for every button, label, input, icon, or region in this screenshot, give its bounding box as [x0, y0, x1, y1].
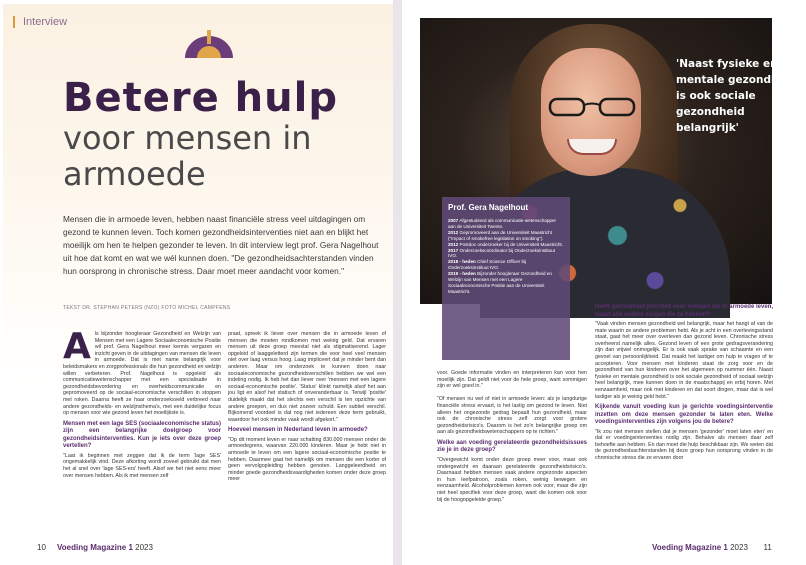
interview-question: Welke aan voeding gerelateerde gezondheidsissues zie je in deze groep? [437, 439, 587, 454]
page-footer-right [652, 543, 772, 552]
spine [393, 0, 402, 565]
bio-entry: 2012 Postdoc onderzoeker bij de Universiteit Maastricht. [448, 241, 563, 247]
paragraph: praat, spreek ik liever over mensen die in armoede leven of mensen die moeten rondkomen met weinig geld. Dat ervaren mensen uit deze groep meestal niet als stigmatiserend. Lager opgeleid of laaggeletterd zijn termen die voor heel veel mensen niet over laag versus hoog. Laag impliceert dat je minder bent dan anderen. Maar om onderzoek te kunnen doen naar sociaaleconomische gezondheidsverschillen hebben we wel een indeling nodig. Ik heb het dan liever over 'mensen met een lagere sociaal-economische positie'. 'Status' klinkt namelijk alsof het aan jou ligt en alsof het statisch of onveranderbaar is. Terwijl 'positie' duidelijk maakt dat het slechts een verschil is ten opzichte van andere groepen, en dus niet zozeer schuld. Een subtiel verschil. Bijkomend voordeel is dat nog niet iedereen deze term gebruikt, waardoor het ook minder vaak wordt afgekort." [228, 331, 386, 423]
paragraph: ls bijzonder hoogleraar Gezondheid en Welzijn van Mensen met een Lagere Sociaaleconomische Positie wil prof. Gera Nagelhout meer kennis vergaren en inzicht geven in de uitdagingen van mensen die leven in armoede. Dat is met name belangrijk voor beleidsmakers en zorgprofessionals die hun gezondheid en welzijn willen verbeteren. Prof. Nagelhout is opgeleid als communicatiewetenschapper met een specialisatie in gezondheidsbevordering en overheidscommunicatie en gepromoveerd op de sociaal-economische verschillen in stoppen met roken. Daarna heeft ze haar onderzoeksveld verbreed naar andere gezondheids- en welzijnsthema's, met een duidelijke focus op mensen voor wie gezond leven het moeilijkste is. [63, 331, 221, 417]
bio-entry: 2018 - heden Chief Science Officer bij Onderzoeksinstituut IVO. [448, 259, 527, 271]
intro-paragraph: Mensen die in armoede leven, hebben naast financiële stress veel uitdagingen om gezond te kunnen leven. Toch komen gezondheidsinterventies niet aan en blijkt het moeilijk om hen te helpen gezonder te leven. In dit interview legt prof. Gera Nagelhout uit hoe dat komt en wat we wél kunnen doen. "De gezondheidsachterstanden vinden hun oorsprong in chronische stress. Daar moet meer aandacht voor komen." [63, 214, 379, 276]
dropcap: A [63, 326, 91, 367]
right-column-2 [595, 304, 773, 542]
left-column-2 [228, 331, 386, 541]
interview-question: Hoeveel mensen in Nederland leven in armoede? [228, 427, 368, 434]
page-number: 11 [763, 543, 772, 552]
left-page [3, 4, 393, 560]
paragraph: "Vaak vinden mensen gezondheid wel belangrijk, maar het hangt af van de mate waarin ze andere problemen hebt. Als je acht in een overlevingsstand staat, gaat het meer over overleven dan gezond leven. Chronische stress overheerst namelijk alles. Gezond leven of een grote gedragsverandering zijn dan vrijwel onmogelijk. Er is ook vaak sprake van schaamte en een gevoel van persoonlijkheid. Dat maakt het lastiger om hulp te vragen of te accepteren. Voor mensen met kinderen staat de zorg voor en de gezondheid van hun kinderen over het algemeen op nummer één. Naast fysieke en mentale gezondheid is ook sociale gezondheid of sociaal welzijn heel belangrijk, mee kunnen doen in de maatschappij en erbij horen. Met eenzaamheid, maar ook met kinderen en dat soort dingen, maar dat is wel lastiger als je weinig geld hebt." [595, 321, 773, 400]
page-number: 10 [37, 543, 46, 552]
issue-year: 2023 [730, 543, 748, 552]
magazine-logo-icon [181, 30, 237, 62]
interview-question: Mensen met een lage SES (sociaaleconomische status) zijn een belangrijke doelgroep voor gezondheidsinterventies. Kun je iets over deze groep vertellen? [63, 420, 221, 450]
bio-box [442, 197, 570, 360]
bio-name: Prof. Gera Nagelhout [448, 203, 529, 212]
paragraph: "Overgewicht komt onder deze groep meer voor, maar ook ondergewicht en daaraan gerelateerde gezondheidsrisico's. Daarnaast hebben mensen vaak andere ongezonde aspecten in hun leefpatroon, zoals roken, weinig bewegen en eenzaamheid. Alcoholproblemen komen ook voor, maar die zijn niet heel specifiek voor deze groep, want die komen ook voor bij de hoogopgeleide groep." [437, 456, 587, 503]
right-column-1 [437, 370, 587, 542]
page-footer-left [37, 543, 153, 552]
right-page [402, 4, 795, 560]
bio-entry: 2019 - heden Bijzonder hoogleraar Gezondheid en Welzijn van Mensen met een Lagere Sociaaleconomische Positie aan de Universiteit Maastricht. [448, 271, 552, 294]
issue-year: 2023 [135, 543, 153, 552]
paragraph: "Op dit moment leven er naar schatting 830.000 mensen onder de armoedegrens, waarvan 220.000 kinderen. Maar je hebt niet in armoede te leven om een lagere sociaal-economische positie te hebben. Daarmee gaat het namelijk om mensen die een korter of geen vervolgopleiding hebben genoten. Langgeleerdheid en minder goede gezondheidsvaardigheden komen onder deze groep meer [228, 436, 386, 483]
bio-entry: 2007 Afgestudeerd als communicatie-wetenschapper aan de Universiteit Twente. [448, 218, 557, 229]
magazine-name: Voeding Magazine 1 [652, 543, 728, 552]
left-column-1 [63, 326, 221, 541]
headline: Betere hulp [63, 75, 338, 121]
paragraph: "Of mensen nu wel of niet in armoede leven: als je langdurige financiële stress ervaart, is het lastig om gezond te leven. Niet alleen het ongezonde gedrag bepaalt hun gezondheid, maar ook de chronische stress zelf zorgt voor grotere gezondheidsrisico's. Daarom is het zo'n belangrijke groep om aan als gezondheidswetenschappers op te richten." [437, 396, 587, 436]
interview-question: Kijkende vanuit voeding kun je gerichte voedingsinterventie inzetten om deze mensen gezonder te laten eten. Welke voedingsinterventies zijn volgens jou de betere? [595, 404, 773, 426]
subheadline: voor mensen in armoede [63, 119, 312, 193]
section-tag: Interview [13, 16, 67, 28]
bio-entry: 2012 Gepromoveerd aan de Universiteit Maastricht ("Impact of smokefree legislation on smoking"). [448, 229, 552, 241]
magazine-name: Voeding Magazine 1 [57, 543, 133, 552]
interview-question: Heeft gezondheid prioriteit voor mensen die in armoede leven, naast alle andere zorgen die ze hebben? [595, 304, 773, 318]
paragraph: voor. Goede informatie vinden en interpreteren kan voor hen moeilijk zijn. Dat geldt niet voor de hele groep, want sommigen zijn er wel goed in." [437, 370, 587, 390]
pull-quote: 'Naast fysieke en mentale gezondheid is ook sociale gezondheid belangrijk' [676, 58, 797, 134]
bio-entry: 2017 Onderzoekscoördinator bij Onderzoeksinstituut IVO. [448, 247, 556, 259]
paragraph: "Laat ik beginnen met zeggen dat ik de term 'lage SES' ongemakkelijk vind. Deze afkorting wordt zoveel gebruikt dat men het al snel over 'lage SES-ers' heeft. Alsof we het niet eens meer over mensen hebben. Als ik met mensen zelf [63, 452, 221, 479]
byline: TEKST DR. STEPHAN PETERS (NZO) FOTO MICHEL CAMPFENS [63, 305, 231, 311]
paragraph: "Ik zou niet mensen stellen dat je mensen 'gezonder' moet laten eten' en dat er voedingsinterventies nodig zijn. Behalve als mensen daar zelf behoefte aan hebben. En dan moet die hulp beschikbaar zijn. We weten dat de gezondheidsachterstanden bij deze groep hun oorsprong vinden in de chronische stress die ze ervaren door [595, 428, 773, 461]
